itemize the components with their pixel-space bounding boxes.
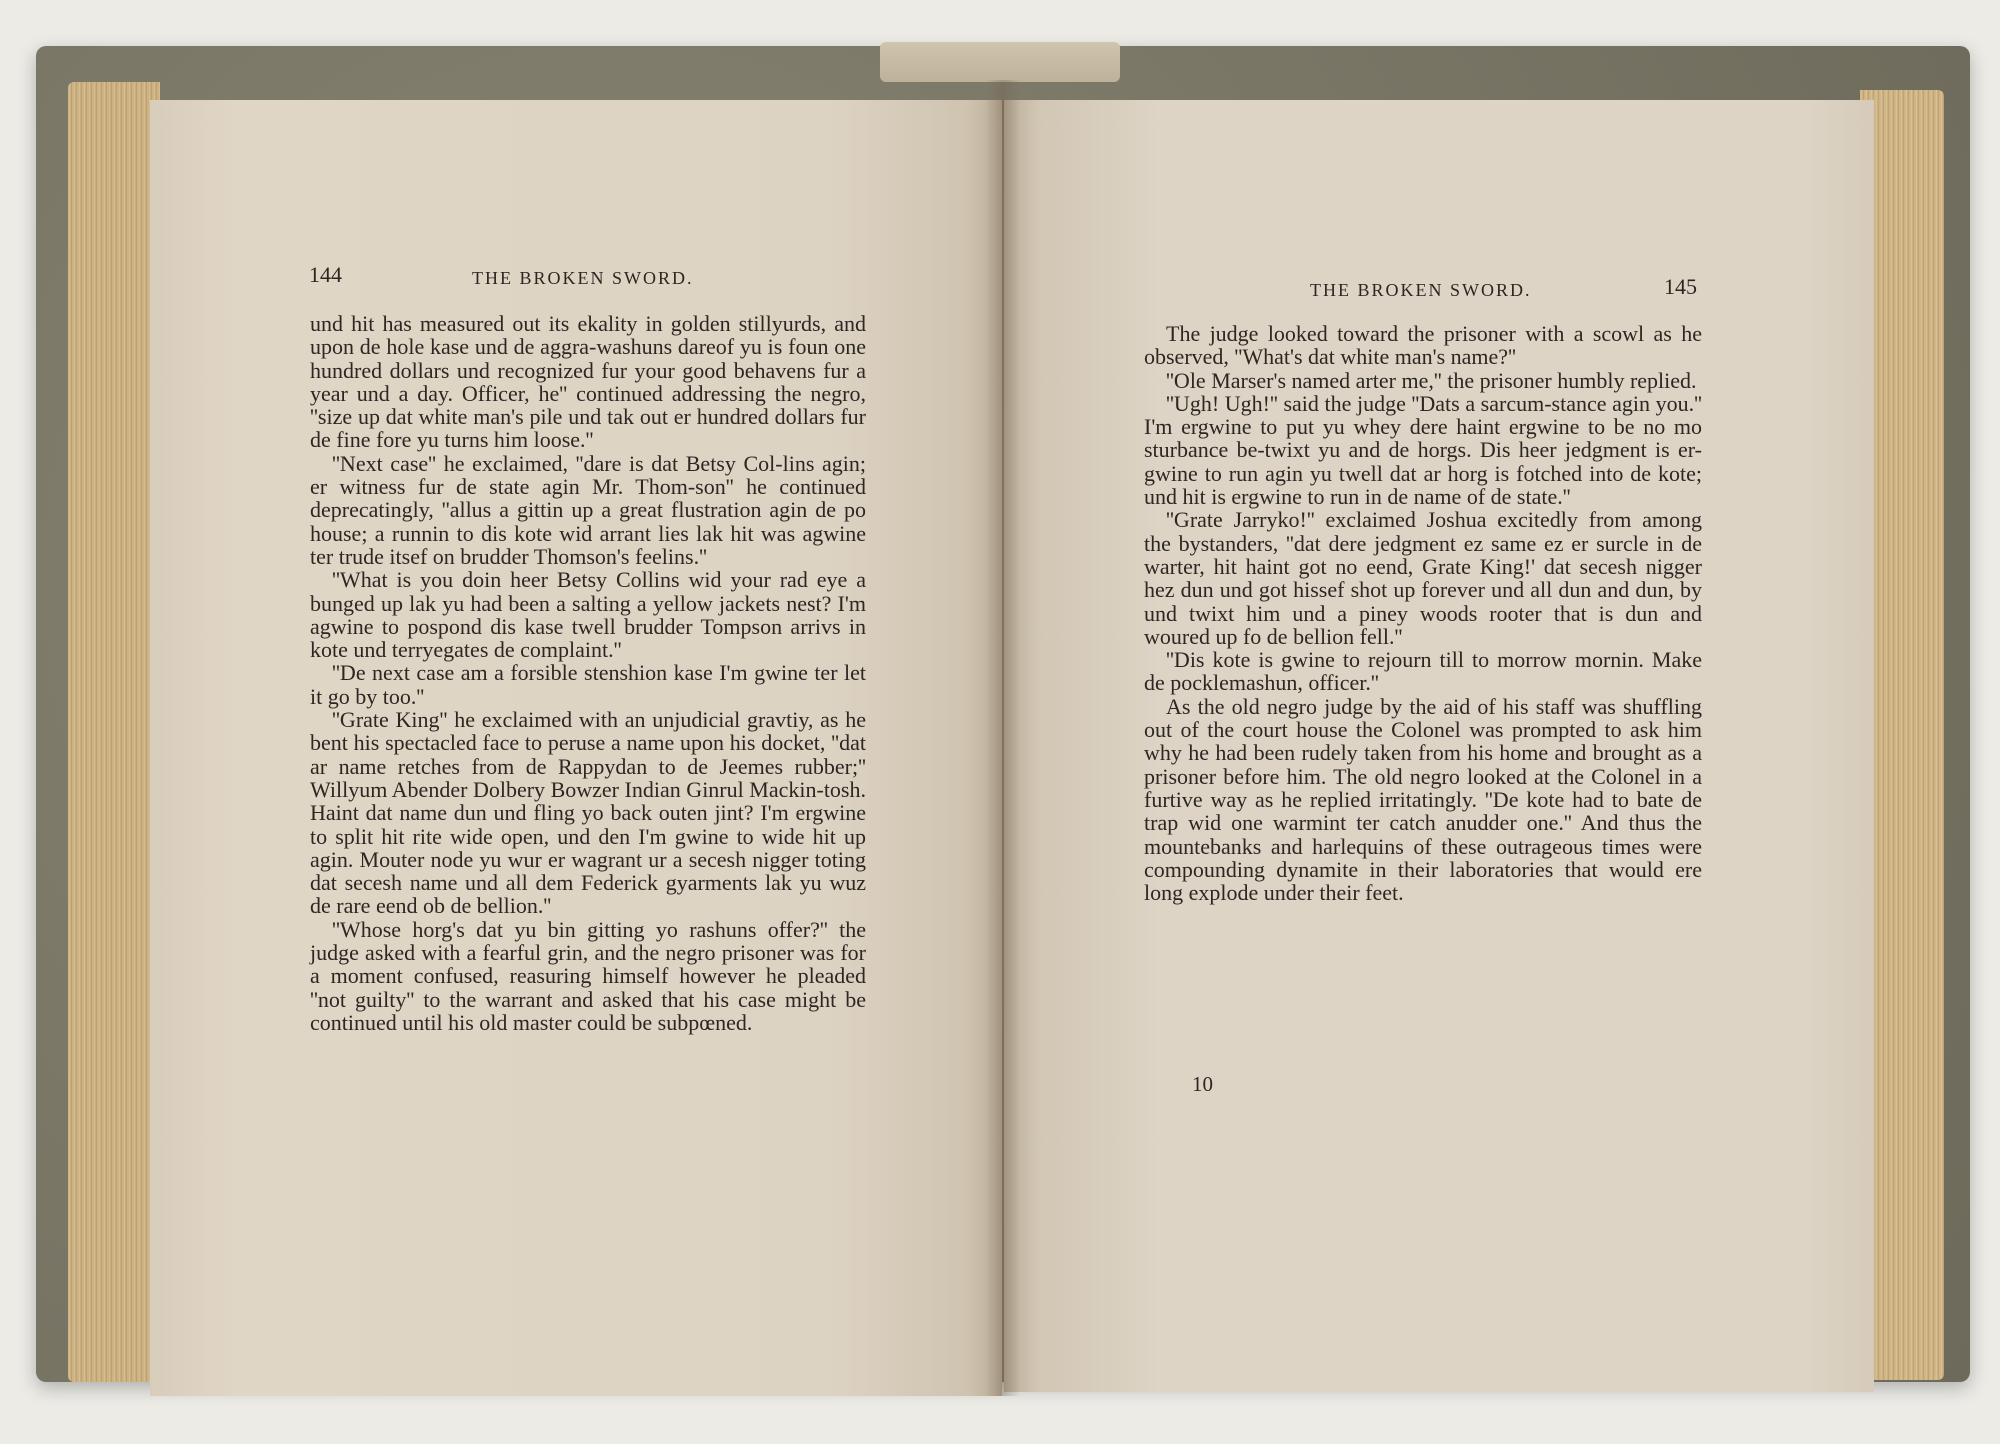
right-page-number: 145	[1664, 274, 1697, 299]
left-paragraph-4: ''De next case am a forsible stenshion kase I'm gwine ter let it go by too.''	[310, 660, 866, 709]
left-paragraph-1: und hit has measured out its ekality in golden stillyurds, and upon de hole kase und de aggra-washuns dareof yu is foun one hundred dollars und recognized fur your good behavens fur a year und a day. Officer, he'' continued addressing the negro, ''size up dat white man's pile und tak out er hundred dollars fur de fine fore yu turns him loose.''	[310, 311, 866, 453]
right-paragraph-6: As the old negro judge by the aid of his staff was shuffling out of the court house the Colonel was prompted to ask him why he had been rudely taken from his home and brought as a prisoner before him. The old negro looked at the Colonel in a furtive way as he replied irritatingly. ''De kote had to bate de trap wid one warmint ter catch anudder one.'' And thus the mountebanks and harlequins of these outrageous times were compounding dynamite in their laboratories that would ere long explode under their feet.	[1144, 693, 1702, 906]
right-paragraph-2: ''Ole Marser's named arter me,'' the prisoner humbly replied.	[1166, 367, 1697, 393]
left-page-number: 144	[309, 262, 342, 287]
left-paragraph-5: ''Grate King'' he exclaimed with an unjudicial gravtiy, as he bent his spectacled face to peruse a name upon his docket, ''dat ar name retches from de Rappydan to de Jeemes rubber;'' Willyum Abender Dolbery Bowzer Indian Ginrul Mackin-tosh. Haint dat name dun und fling yo back outen jint? I'm ergwine to split hit rite wide open, und den I'm gwine to wide hit up agin. Mouter node yu wur er wagrant ur a secesh nigger toting dat secesh name und all dem Federick gyarments lak yu wuz de rare eend ob de bellion.''	[310, 707, 866, 919]
left-running-head: THE BROKEN SWORD.	[472, 268, 694, 288]
right-page-text	[1144, 322, 1702, 904]
right-paragraph-1: The judge looked toward the prisoner with a scowl as he observed, ''What's dat white man's name?''	[1144, 321, 1702, 370]
left-page-edges	[68, 82, 160, 1382]
right-paragraph-3: ''Ugh! Ugh!'' said the judge ''Dats a sarcum-stance agin you.'' I'm ergwine to put yu whey dere haint ergwine to be no mo sturbance be-twixt yu and de horgs. Dis heer jedgment is er-gwine to run agin yu twell dat ar horg is fotched into de kote; und hit is ergwine to run in de name of de state.''	[1144, 390, 1702, 510]
book-spine-top	[880, 42, 1120, 82]
right-running-head: THE BROKEN SWORD.	[1310, 280, 1532, 300]
right-paragraph-5: ''Dis kote is gwine to rejourn till to morrow mornin. Make de pocklemashun, officer.''	[1144, 647, 1702, 696]
left-paragraph-2: ''Next case'' he exclaimed, ''dare is dat Betsy Col-lins agin; er witness fur de state agin Mr. Thom-son'' he continued deprecatingly, ''allus a gittin up a great flustration agin de po house; a runnin to dis kote wid arrant lies lak hit was agwine ter trude itsef on brudder Thomson's feelins.''	[310, 450, 866, 569]
left-paragraph-6: ''Whose horg's dat yu bin gitting yo rashuns offer?'' the judge asked with a fearful grin, and the negro prisoner was for a moment confused, reasuring himself however he pleaded ''not guilty'' to the warrant and asked that his case might be continued until his old master could be subpœned.	[310, 916, 866, 1035]
signature-mark: 10	[1192, 1072, 1213, 1096]
book-gutter-shadow	[986, 80, 1020, 1396]
left-paragraph-3: ''What is you doin heer Betsy Collins wid your rad eye a bunged up lak yu had been a salting a yellow jackets nest? I'm agwine to pospond dis kase twell brudder Tompson arrivs in kote und terryegates de complaint.''	[310, 567, 866, 663]
left-page-text	[310, 312, 866, 1034]
right-paragraph-4: ''Grate Jarryko!'' exclaimed Joshua excitedly from among the bystanders, ''dat dere jedgment ez same ez er surcle in de warter, hit haint got no eend, Grate King!' dat secesh nigger hez dun und got hissef shot up forever und all dun and dun, by und twixt him und a piney woods rooter that is dun and woured up fo de bellion fell.''	[1144, 507, 1702, 649]
